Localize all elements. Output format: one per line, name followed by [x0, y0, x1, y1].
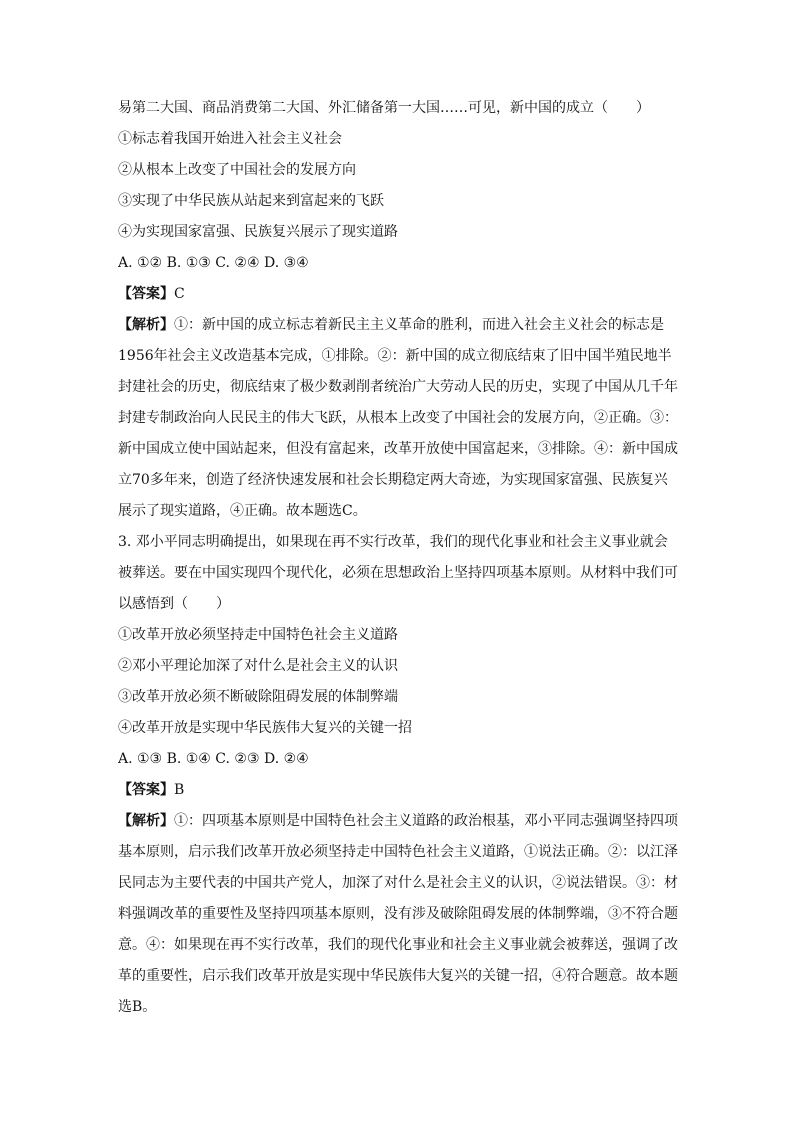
q3-analysis	[118, 811, 686, 1017]
q2-analysis-line: 新中国成立使中国站起来，但没有富起来，改革开放使中国富起来，③排除。④：新中国成	[118, 441, 678, 457]
q2-option-1: ①标志着我国开始进入社会主义社会	[118, 131, 342, 147]
q3-option-4: ④改革开放是实现中华民族伟大复兴的关键一招	[118, 720, 412, 736]
q3-option-3: ③改革开放必须不断破除阻碍发展的体制弊端	[118, 689, 398, 705]
q2-option-3: ③实现了中华民族从站起来到富起来的飞跃	[118, 193, 384, 209]
q3-answer-label: 【答案】	[118, 782, 174, 798]
q2-analysis-line: 立70多年来，创造了经济快速发展和社会长期稳定两大奇迹，为实现国家富强、民族复兴	[118, 472, 668, 488]
q2-option-4: ④为实现国家富强、民族复兴展示了现实道路	[118, 224, 398, 240]
q3-answer	[118, 780, 686, 800]
q2-choices: A. ①② B. ①③ C. ②④ D. ③④	[118, 255, 309, 271]
q3-choices: A. ①③ B. ①④ C. ②③ D. ②④	[118, 751, 309, 767]
q2-answer-label: 【答案】	[118, 286, 174, 302]
q2-analysis-text: ①：新中国的成立标志着新民主主义革命的胜利，而进入社会主义社会的标志是	[174, 317, 664, 333]
page-content	[118, 98, 686, 1028]
q3-option-2: ②邓小平理论加深了对什么是社会主义的认识	[118, 658, 398, 674]
q3-stem-line: 以感悟到（ ）	[118, 596, 230, 612]
q3-analysis-label: 【解析】	[118, 813, 174, 829]
q2-stem-tail: 易第二大国、商品消费第二大国、外汇储备第一大国……可见，新中国的成立（ ）	[118, 100, 650, 116]
q2-answer	[118, 284, 686, 304]
q2-analysis	[118, 315, 686, 521]
q3-analysis-text: ①：四项基本原则是中国特色社会主义道路的政治根基，邓小平同志强调坚持四项	[174, 813, 678, 829]
q3-analysis-line: 民同志为主要代表的中国共产党人，加深了对什么是社会主义的认识，②说法错误。③：材	[118, 875, 678, 891]
q2-analysis-line: 封建专制政治向人民民主的伟大飞跃，从根本上改变了中国社会的发展方向，②正确。③：	[118, 410, 678, 426]
q3-analysis-line: 选B。	[118, 999, 157, 1015]
q2-analysis-line: 展示了现实道路，④正确。故本题选C。	[118, 503, 367, 519]
q3-analysis-line: 基本原则，启示我们改革开放必须坚持走中国特色社会主义道路，①说法正确。②：以江泽	[118, 844, 678, 860]
q3-analysis-line: 革的重要性，启示我们改革开放是实现中华民族伟大复兴的关键一招，④符合题意。故本题	[118, 968, 678, 984]
q3-analysis-line: 料强调改革的重要性及坚持四项基本原则，没有涉及破除阻碍发展的体制弊端，③不符合题	[118, 906, 678, 922]
q3-analysis-line: 意。④：如果现在再不实行改革，我们的现代化事业和社会主义事业就会被葬送，强调了改	[118, 937, 678, 953]
q2-analysis-line	[118, 315, 686, 335]
q3-stem-line: 被葬送。要在中国实现四个现代化，必须在思想政治上坚持四项基本原则。从材料中我们可	[118, 565, 678, 581]
q3-stem-line: 3. 邓小平同志明确提出，如果现在再不实行改革，我们的现代化事业和社会主义事业就会	[118, 534, 668, 550]
q3-stem	[118, 532, 686, 614]
q2-analysis-label: 【解析】	[118, 317, 174, 333]
q2-analysis-line: 1956年社会主义改造基本完成，①排除。②：新中国的成立彻底结束了旧中国半殖民地半	[118, 348, 672, 364]
q2-answer-value: C	[174, 286, 185, 302]
q2-option-2: ②从根本上改变了中国社会的发展方向	[118, 162, 356, 178]
q2-analysis-line: 封建社会的历史，彻底结束了极少数剥削者统治广大劳动人民的历史，实现了中国从几千年	[118, 379, 678, 395]
q3-analysis-line	[118, 811, 686, 831]
q3-option-1: ①改革开放必须坚持走中国特色社会主义道路	[118, 627, 398, 643]
q3-answer-value: B	[174, 782, 185, 798]
